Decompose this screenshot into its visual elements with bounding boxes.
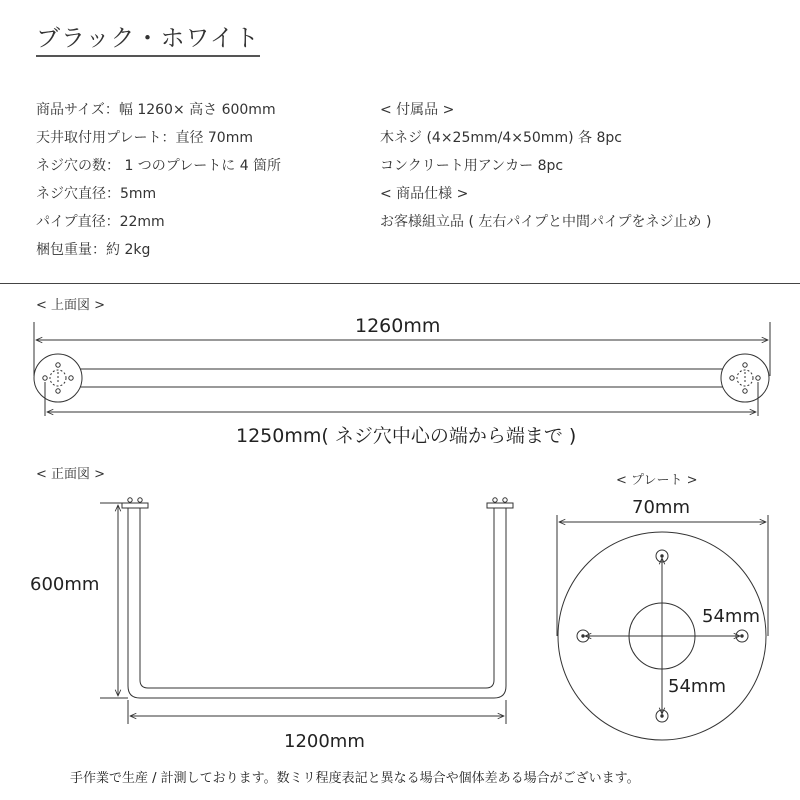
vertical-spacing-dimension: 54mm — [668, 676, 726, 697]
hole-span-dimension: 1250mm( ネジ穴中心の端から端まで ) — [236, 425, 577, 447]
footer-note: 手作業で生産 / 計測しております。数ミリ程度表記と異なる場合や個体差ある場合がございます。 — [70, 771, 640, 786]
spec-hole-diameter: ネジ穴直径：5mm — [36, 186, 157, 202]
spec-holes: ネジ穴の数： 1 つのプレートに 4 箇所 — [36, 158, 282, 174]
top-pipe — [80, 369, 726, 387]
spec-plate: 天井取付用プレート：直径 70mm — [36, 130, 253, 146]
front-view-label: < 正面図 > — [36, 467, 106, 482]
front-left-plate — [122, 503, 148, 508]
accessory-heading: < 付属品 > — [380, 102, 455, 118]
page-title: ブラック・ホワイト — [36, 18, 260, 57]
plate-drawing — [557, 515, 768, 740]
height-dimension: 600mm — [30, 574, 100, 595]
overall-width-dimension: 1260mm — [355, 315, 441, 337]
width-dimension: 1200mm — [284, 731, 365, 752]
spec-size: 商品サイズ：幅 1260× 高さ 600mm — [36, 102, 276, 118]
front-right-plate — [487, 503, 513, 508]
spec-pipe-diameter: パイプ直径：22mm — [36, 214, 165, 230]
plate-view-label: < プレート > — [616, 473, 698, 488]
u-pipe-outer — [128, 508, 506, 698]
top-view-label: < 上面図 > — [36, 298, 106, 313]
accessory-item: 木ネジ (4×25mm/4×50mm) 各 8pc — [380, 130, 622, 146]
plate-diameter-dimension: 70mm — [632, 497, 690, 518]
u-pipe-inner — [140, 508, 494, 688]
product-spec-item: お客様組立品 ( 左右パイプと中間パイプをネジ止め ) — [380, 214, 712, 230]
horizontal-spacing-dimension: 54mm — [702, 606, 760, 627]
accessory-item: コンクリート用アンカー 8pc — [380, 158, 564, 174]
front-view-drawing — [100, 498, 513, 724]
product-spec-heading: < 商品仕様 > — [380, 186, 469, 202]
spec-weight: 梱包重量：約 2kg — [36, 242, 151, 258]
